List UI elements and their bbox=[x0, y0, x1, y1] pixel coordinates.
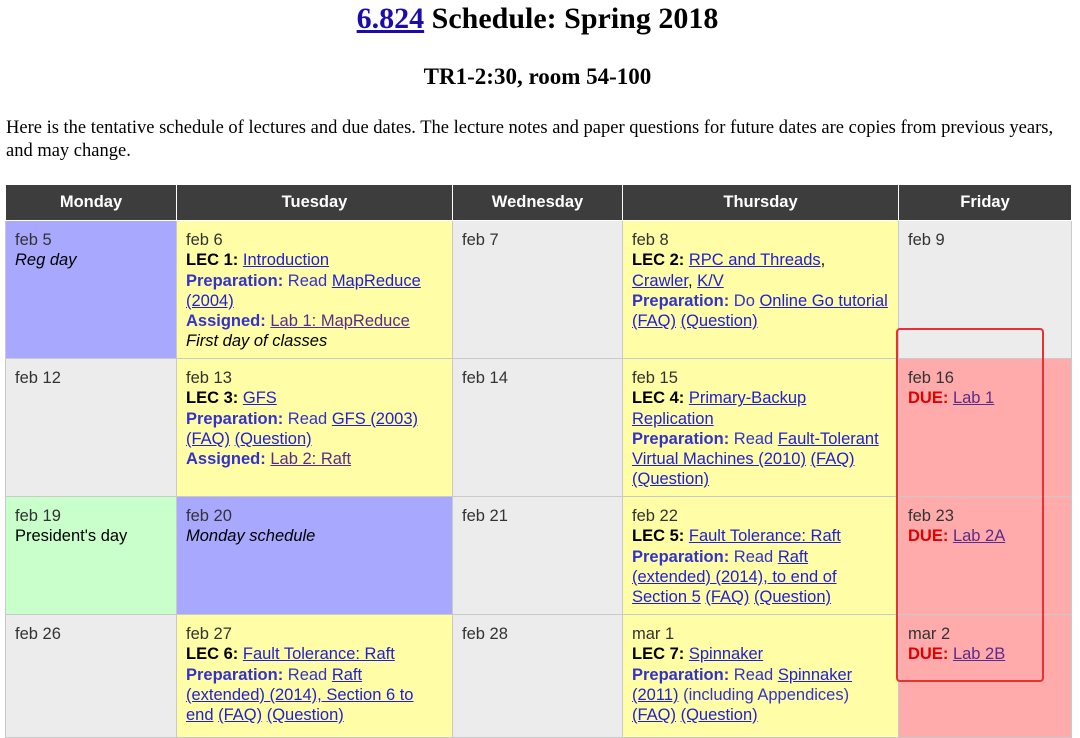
cell-date: feb 6 bbox=[186, 231, 223, 249]
header-thursday: Thursday bbox=[623, 185, 899, 221]
lecture-link[interactable]: Spinnaker bbox=[688, 645, 764, 664]
faq-link[interactable]: (FAQ) bbox=[632, 706, 676, 725]
paper-link[interactable]: GFS (2003) bbox=[331, 409, 419, 428]
preparation-text: Read bbox=[729, 665, 778, 684]
lecture-link[interactable]: Fault Tolerance: Raft bbox=[242, 645, 395, 664]
cell-date: feb 21 bbox=[462, 507, 508, 525]
cell-date: mar 1 bbox=[632, 625, 675, 643]
week-row bbox=[6, 359, 1072, 497]
paper-link[interactable]: Fault-Tolerant Virtual Machines (2010) bbox=[632, 429, 879, 469]
day-cell-feb-27 bbox=[177, 615, 453, 738]
day-cell-feb-9 bbox=[899, 221, 1072, 359]
day-cell-mar-1 bbox=[623, 615, 899, 738]
cell-date: feb 26 bbox=[15, 625, 61, 643]
day-cell-feb-8 bbox=[623, 221, 899, 359]
day-cell-feb-15 bbox=[623, 359, 899, 497]
preparation-text: Read bbox=[283, 409, 332, 428]
lecture-label: LEC 5: bbox=[632, 527, 685, 546]
lab-link[interactable]: Lab 2: Raft bbox=[270, 450, 352, 469]
header-tuesday: Tuesday bbox=[177, 185, 453, 221]
lecture-link[interactable]: GFS bbox=[242, 389, 277, 408]
cell-date: feb 19 bbox=[15, 507, 61, 525]
cell-date: feb 23 bbox=[908, 507, 954, 525]
week-row bbox=[6, 221, 1072, 359]
day-cell-mar-2 bbox=[899, 615, 1072, 738]
preparation-text: Read bbox=[729, 547, 778, 566]
preparation-text: Read bbox=[283, 665, 332, 684]
day-cell-feb-16 bbox=[899, 359, 1072, 497]
due-lab-link[interactable]: Lab 1 bbox=[952, 389, 995, 408]
lecture-link[interactable]: Primary-Backup Replication bbox=[632, 389, 807, 428]
preparation-text: Read bbox=[283, 271, 332, 290]
day-cell-feb-6 bbox=[177, 221, 453, 359]
cell-date: feb 22 bbox=[632, 507, 678, 525]
day-cell-feb-26 bbox=[6, 615, 177, 738]
due-label: DUE: bbox=[908, 389, 949, 408]
lecture-label: LEC 3: bbox=[186, 389, 239, 408]
preparation-text: Do bbox=[729, 291, 760, 310]
preparation-label: Preparation: bbox=[632, 665, 730, 684]
cell-date: feb 14 bbox=[462, 369, 508, 387]
cell-note: Monday schedule bbox=[186, 527, 316, 546]
cell-date: feb 13 bbox=[186, 369, 232, 387]
separator: , bbox=[820, 251, 826, 270]
preparation-label: Preparation: bbox=[632, 291, 730, 310]
lecture-link[interactable]: Fault Tolerance: Raft bbox=[688, 527, 841, 546]
header-monday: Monday bbox=[6, 185, 177, 221]
lecture-label: LEC 6: bbox=[186, 645, 239, 664]
cell-date: feb 12 bbox=[15, 369, 61, 387]
header-friday: Friday bbox=[899, 185, 1072, 221]
tutorial-link[interactable]: Online Go tutorial bbox=[759, 291, 888, 310]
weekday-header-row bbox=[6, 185, 1072, 221]
faq-link[interactable]: (FAQ) bbox=[705, 588, 750, 607]
lecture-link[interactable]: RPC and Threads bbox=[688, 251, 821, 270]
faq-link[interactable]: (FAQ) bbox=[632, 312, 676, 331]
cell-date: feb 20 bbox=[186, 507, 232, 525]
preparation-label: Preparation: bbox=[186, 665, 284, 684]
paper-link[interactable]: MapReduce (2004) bbox=[186, 271, 421, 310]
cell-date: feb 15 bbox=[632, 369, 678, 387]
due-label: DUE: bbox=[908, 645, 949, 664]
preparation-text: Read bbox=[729, 429, 778, 448]
day-cell-feb-23 bbox=[899, 497, 1072, 615]
day-cell-feb-20 bbox=[177, 497, 453, 615]
lecture-label: LEC 7: bbox=[632, 645, 685, 664]
day-cell-feb-13 bbox=[177, 359, 453, 497]
question-link[interactable]: (Question) bbox=[753, 588, 832, 607]
paper-link[interactable]: Spinnaker (2011) bbox=[632, 665, 853, 704]
week-row bbox=[6, 615, 1072, 738]
preparation-label: Preparation: bbox=[632, 429, 730, 448]
day-cell-feb-7 bbox=[453, 221, 623, 359]
lab-link[interactable]: Lab 1: MapReduce bbox=[270, 312, 410, 331]
assigned-label: Assigned: bbox=[186, 450, 266, 469]
due-lab-link[interactable]: Lab 2A bbox=[952, 527, 1006, 546]
lecture-label: LEC 4: bbox=[632, 389, 685, 408]
cell-date: feb 7 bbox=[462, 231, 499, 249]
preparation-label: Preparation: bbox=[632, 547, 730, 566]
question-link[interactable]: (Question) bbox=[680, 312, 758, 331]
day-cell-feb-21 bbox=[453, 497, 623, 615]
day-cell-feb-5 bbox=[6, 221, 177, 359]
question-link[interactable]: (Question) bbox=[234, 429, 312, 448]
cell-date: mar 2 bbox=[908, 625, 951, 643]
page-subtitle: TR1-2:30, room 54-100 bbox=[423, 64, 652, 89]
preparation-extra: (including Appendices) bbox=[678, 685, 850, 704]
lecture-label: LEC 2: bbox=[632, 251, 685, 270]
cell-note: President's day bbox=[15, 527, 128, 546]
day-cell-feb-14 bbox=[453, 359, 623, 497]
day-cell-feb-19 bbox=[6, 497, 177, 615]
faq-link[interactable]: (FAQ) bbox=[810, 450, 855, 469]
cell-date: feb 5 bbox=[15, 231, 52, 249]
question-link[interactable]: (Question) bbox=[632, 470, 710, 489]
separator: , bbox=[687, 271, 698, 290]
cell-note: First day of classes bbox=[186, 332, 328, 351]
due-label: DUE: bbox=[908, 527, 949, 546]
question-link[interactable]: (Question) bbox=[266, 706, 344, 725]
day-cell-feb-28 bbox=[453, 615, 623, 738]
header-wednesday: Wednesday bbox=[453, 185, 623, 221]
faq-link[interactable]: (FAQ) bbox=[218, 706, 263, 725]
lecture-label: LEC 1: bbox=[186, 251, 239, 270]
cell-date: feb 8 bbox=[632, 231, 669, 249]
preparation-label: Preparation: bbox=[186, 409, 284, 428]
cell-note: Reg day bbox=[15, 251, 77, 270]
preparation-label: Preparation: bbox=[186, 271, 284, 290]
course-link[interactable]: 6.824 bbox=[356, 2, 425, 35]
due-lab-link[interactable]: Lab 2B bbox=[952, 645, 1006, 664]
cell-date: feb 16 bbox=[908, 369, 954, 387]
day-cell-feb-22 bbox=[623, 497, 899, 615]
cell-date: feb 28 bbox=[462, 625, 508, 643]
intro-paragraph: Here is the tentative schedule of lectures and due dates. The lecture notes and paper questions for future dates are copies from previous years, and may change. bbox=[6, 118, 1054, 161]
paper-link[interactable]: Raft (extended) (2014), Section 6 to end bbox=[186, 665, 414, 725]
assigned-label: Assigned: bbox=[186, 312, 266, 331]
week-row bbox=[6, 497, 1072, 615]
lecture-link[interactable]: Crawler bbox=[632, 271, 688, 290]
paper-link[interactable]: Raft (extended) (2014), to end of Section 5 bbox=[632, 547, 837, 607]
faq-link[interactable]: (FAQ) bbox=[186, 429, 230, 448]
page-title bbox=[0, 2, 1075, 36]
page-title-text: Schedule: Spring 2018 bbox=[424, 2, 719, 35]
question-link[interactable]: (Question) bbox=[680, 706, 758, 725]
cell-date: feb 27 bbox=[186, 625, 232, 643]
lecture-link[interactable]: Introduction bbox=[242, 251, 330, 270]
cell-date: feb 9 bbox=[908, 231, 945, 249]
day-cell-feb-12 bbox=[6, 359, 177, 497]
lecture-link[interactable]: K/V bbox=[697, 271, 724, 290]
schedule-table bbox=[5, 184, 1072, 738]
